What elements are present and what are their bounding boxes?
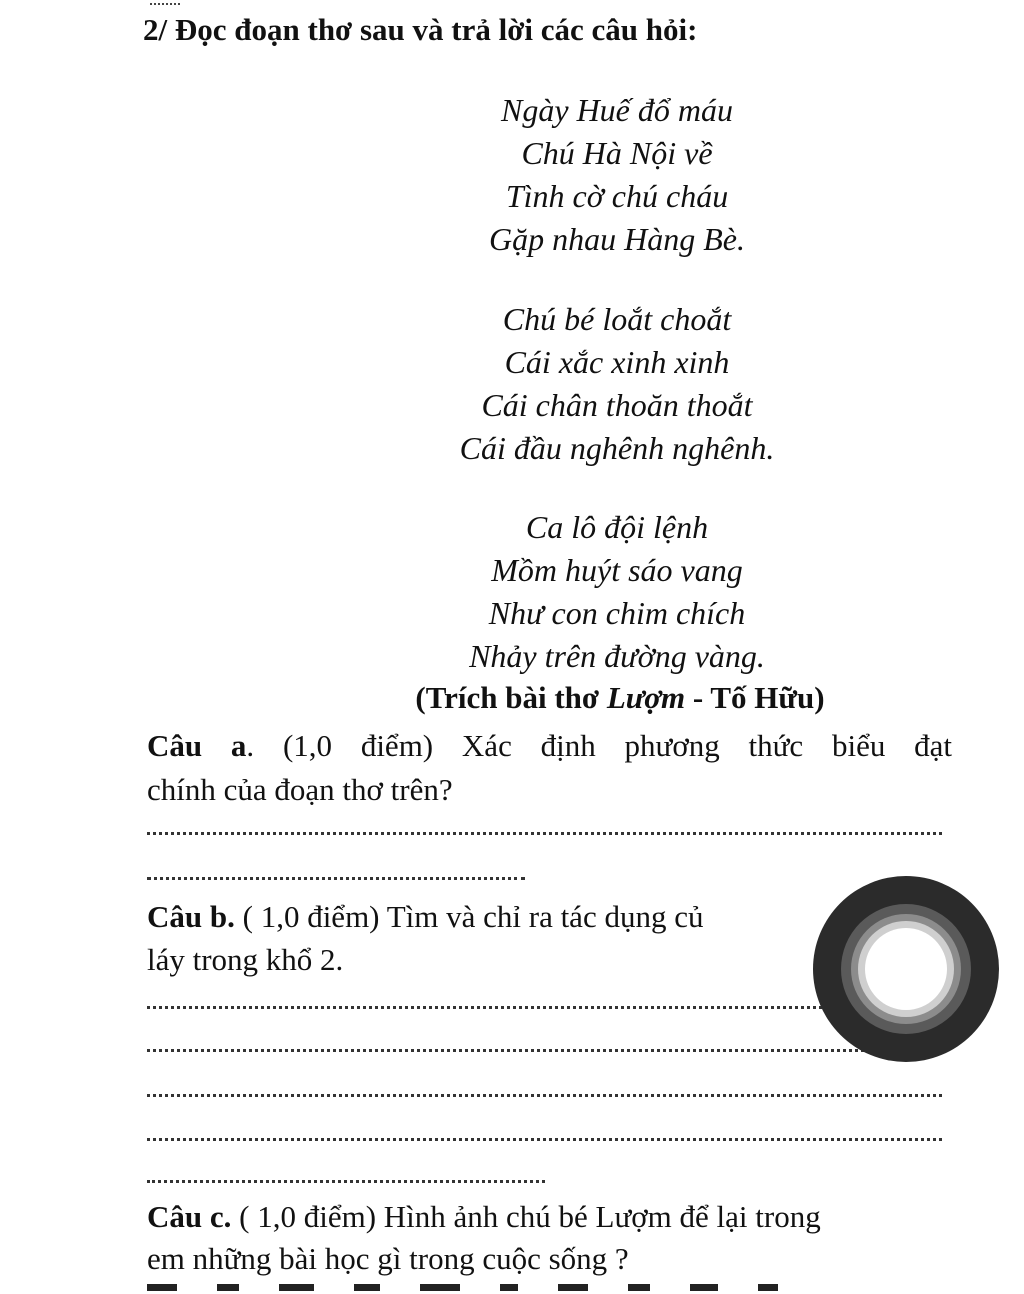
poem-line: Ca lô đội lệnh xyxy=(525,509,709,545)
poem-stanza-2 xyxy=(0,298,1024,470)
dial-center xyxy=(865,928,947,1010)
poem-line: Như con chim chích xyxy=(488,595,746,631)
answer-line[interactable] xyxy=(147,1180,545,1183)
top-edge-mark xyxy=(150,0,180,5)
question-c-label: Câu c. xyxy=(147,1199,232,1234)
poem-line: Tình cờ chú cháu xyxy=(505,178,729,214)
question-c-line2: em những bài học gì trong cuộc sống ? xyxy=(147,1241,629,1276)
poem-line: Nhảy trên đường vàng. xyxy=(469,638,765,674)
question-a-line1 xyxy=(147,724,952,768)
question-a-text: . (1,0 điểm) Xác định phương thức biểu đạt xyxy=(246,728,952,763)
question-b-label: Câu b. xyxy=(147,899,235,934)
question-c-line1 xyxy=(147,1195,821,1239)
record-dial-icon[interactable] xyxy=(813,876,999,1062)
source-suffix: - Tố Hữu) xyxy=(685,680,825,715)
poem-line: Chú bé loắt choắt xyxy=(502,301,732,337)
poem-line: Chú Hà Nội về xyxy=(521,135,713,171)
question-b-line2: láy trong khổ 2. xyxy=(147,942,344,977)
poem-line: Cái xắc xinh xinh xyxy=(504,344,730,380)
poem-line: Cái đầu nghênh nghênh. xyxy=(459,430,775,466)
exercise-heading: 2/ Đọc đoạn thơ sau và trả lời các câu hỏi: xyxy=(143,12,698,47)
source-poem-title: Lượm xyxy=(606,680,686,715)
answer-line[interactable] xyxy=(147,1049,942,1052)
question-a-line2: chính của đoạn thơ trên? xyxy=(147,772,453,807)
cut-off-next-line xyxy=(147,1284,937,1294)
question-a-label: Câu a xyxy=(147,728,247,763)
source-prefix: (Trích bài thơ xyxy=(415,680,607,715)
poem-line: Ngày Huế đổ máu xyxy=(501,92,733,128)
answer-line[interactable] xyxy=(147,1094,942,1097)
answer-line[interactable] xyxy=(147,1138,942,1141)
poem-line: Mồm huýt sáo vang xyxy=(491,552,743,588)
poem-stanza-1 xyxy=(0,89,1024,261)
poem-line: Gặp nhau Hàng Bè. xyxy=(489,221,745,257)
answer-line[interactable] xyxy=(147,877,525,880)
question-b-text: ( 1,0 điểm) Tìm và chỉ ra tác dụng củ xyxy=(234,899,704,934)
poem-source xyxy=(0,680,1024,716)
question-c-text: ( 1,0 điểm) Hình ảnh chú bé Lượm để lại trong xyxy=(231,1199,821,1234)
poem-stanza-3 xyxy=(0,506,1024,678)
question-b-line1 xyxy=(147,895,703,939)
answer-line[interactable] xyxy=(147,832,942,835)
poem-line: Cái chân thoăn thoắt xyxy=(481,387,753,423)
